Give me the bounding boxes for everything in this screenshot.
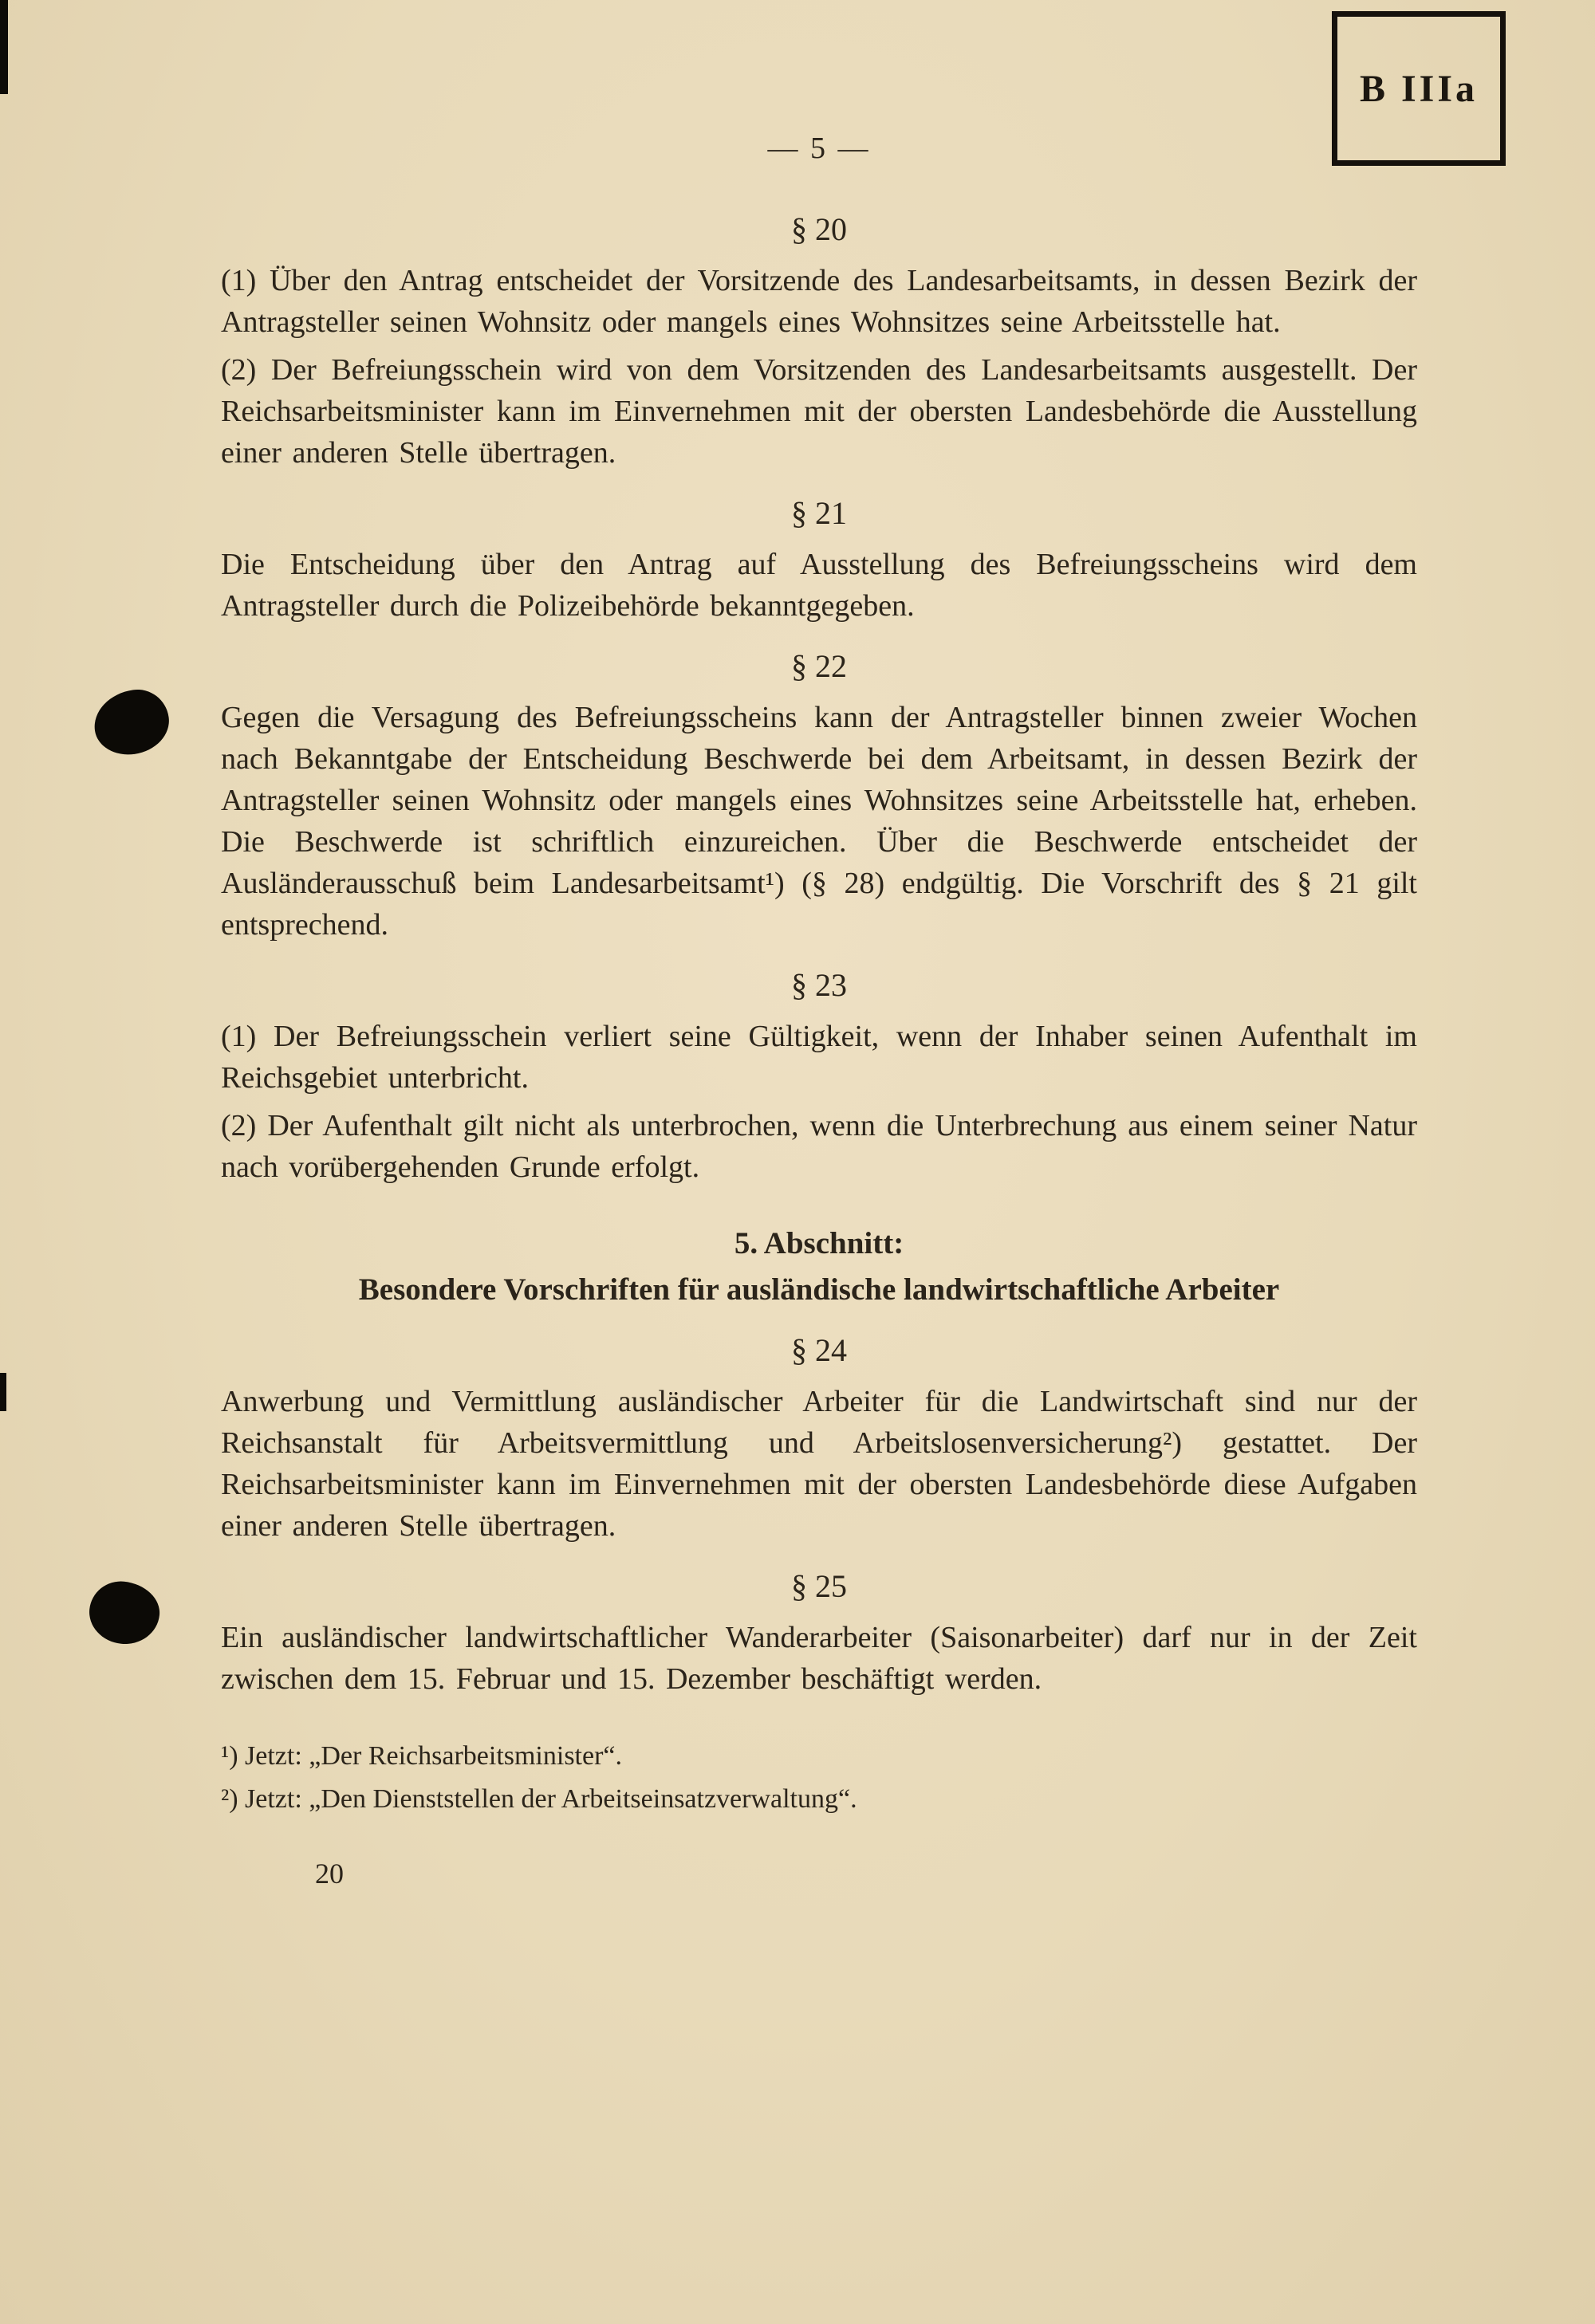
paragraph-22: Gegen die Versagung des Befreiungsscheins kann der Antragsteller binnen zweier Wochen nach Bekanntgabe der Entscheidung Beschwerde bei dem Arbeitsamt, in dessen Bezirk der Antragsteller seinen Wohnsitz oder mangels eines Wohnsitzes seine Arbeitsstelle hat, erheben. Die Beschwerde ist schriftlich einzureichen. Über die Beschwerde entscheidet der Ausländerausschuß beim Landesarbeitsamt¹) (§ 28) endgültig. Die Vorschrift des § 21 gilt entsprechend. — [221, 701, 1417, 942]
paragraph-23-2: (2) Der Aufenthalt gilt nicht als unterbrochen, wenn die Unterbrechung aus einem seiner Natur nach vorübergehenden Grunde erfolgt. — [221, 1109, 1417, 1184]
footnotes — [221, 1738, 1417, 1818]
abschnitt-title: Besondere Vorschriften für ausländische landwirtschaftliche Arbeiter — [358, 1272, 1280, 1307]
folio-page-number: 20 — [315, 1858, 344, 1889]
footnote-1: ¹) Jetzt: „Der Reichsarbeitsminister“. — [221, 1741, 623, 1771]
footnote-2: ²) Jetzt: „Den Dienststellen der Arbeitseinsatzverwaltung“. — [221, 1784, 857, 1814]
scan-edge-artifact-top — [0, 0, 8, 94]
paragraph-21: Die Entscheidung über den Antrag auf Ausstellung des Befreiungsscheins wird dem Antragsteller durch die Polizeibehörde bekanntgegeben. — [221, 548, 1417, 623]
paragraph-23-1: (1) Der Befreiungsschein verliert seine Gültigkeit, wenn der Inhaber seinen Aufenthalt im Reichsgebiet unterbricht. — [221, 1020, 1417, 1095]
paragraph-20-2: (2) Der Befreiungsschein wird von dem Vorsitzenden des Landesarbeitsamts ausgestellt. Der Reichsarbeitsminister kann im Einvernehmen mit der obersten Landesbehörde die Ausstellung einer anderen Stelle übertragen. — [221, 353, 1417, 470]
section-heading-25: § 25 — [791, 1568, 847, 1604]
scan-edge-artifact-middle — [0, 1373, 6, 1411]
page-content — [221, 128, 1417, 1894]
page-number-header: — 5 — — [767, 132, 871, 165]
section-heading-22: § 22 — [791, 648, 847, 684]
section-heading-23: § 23 — [791, 967, 847, 1003]
ink-blot-top — [90, 686, 173, 759]
section-heading-20: § 20 — [791, 211, 847, 247]
section-heading-21: § 21 — [791, 495, 847, 531]
paragraph-20-1: (1) Über den Antrag entscheidet der Vorsitzende des Landesarbeitsamts, in dessen Bezirk der Antragsteller seinen Wohnsitz oder mangels eines Wohnsitzes seine Arbeitsstelle hat. — [221, 264, 1417, 339]
paragraph-25: Ein ausländischer landwirtschaftlicher Wanderarbeiter (Saisonarbeiter) darf nur in der Zeit zwischen dem 15. Februar und 15. Dezember beschäftigt werden. — [221, 1621, 1417, 1696]
section-heading-24: § 24 — [791, 1332, 847, 1368]
ink-blot-bottom — [86, 1579, 163, 1648]
paragraph-24: Anwerbung und Vermittlung ausländischer Arbeiter für die Landwirtschaft sind nur der Reichsanstalt für Arbeitsvermittlung und Arbeitslosenversicherung²) gestattet. Der Reichsarbeitsminister kann im Einvernehmen mit der obersten Landesbehörde diese Aufgaben einer anderen Stelle übertragen. — [221, 1385, 1417, 1543]
abschnitt-kicker: 5. Abschnitt: — [734, 1226, 904, 1260]
classification-label: B IIIa — [1359, 67, 1479, 110]
